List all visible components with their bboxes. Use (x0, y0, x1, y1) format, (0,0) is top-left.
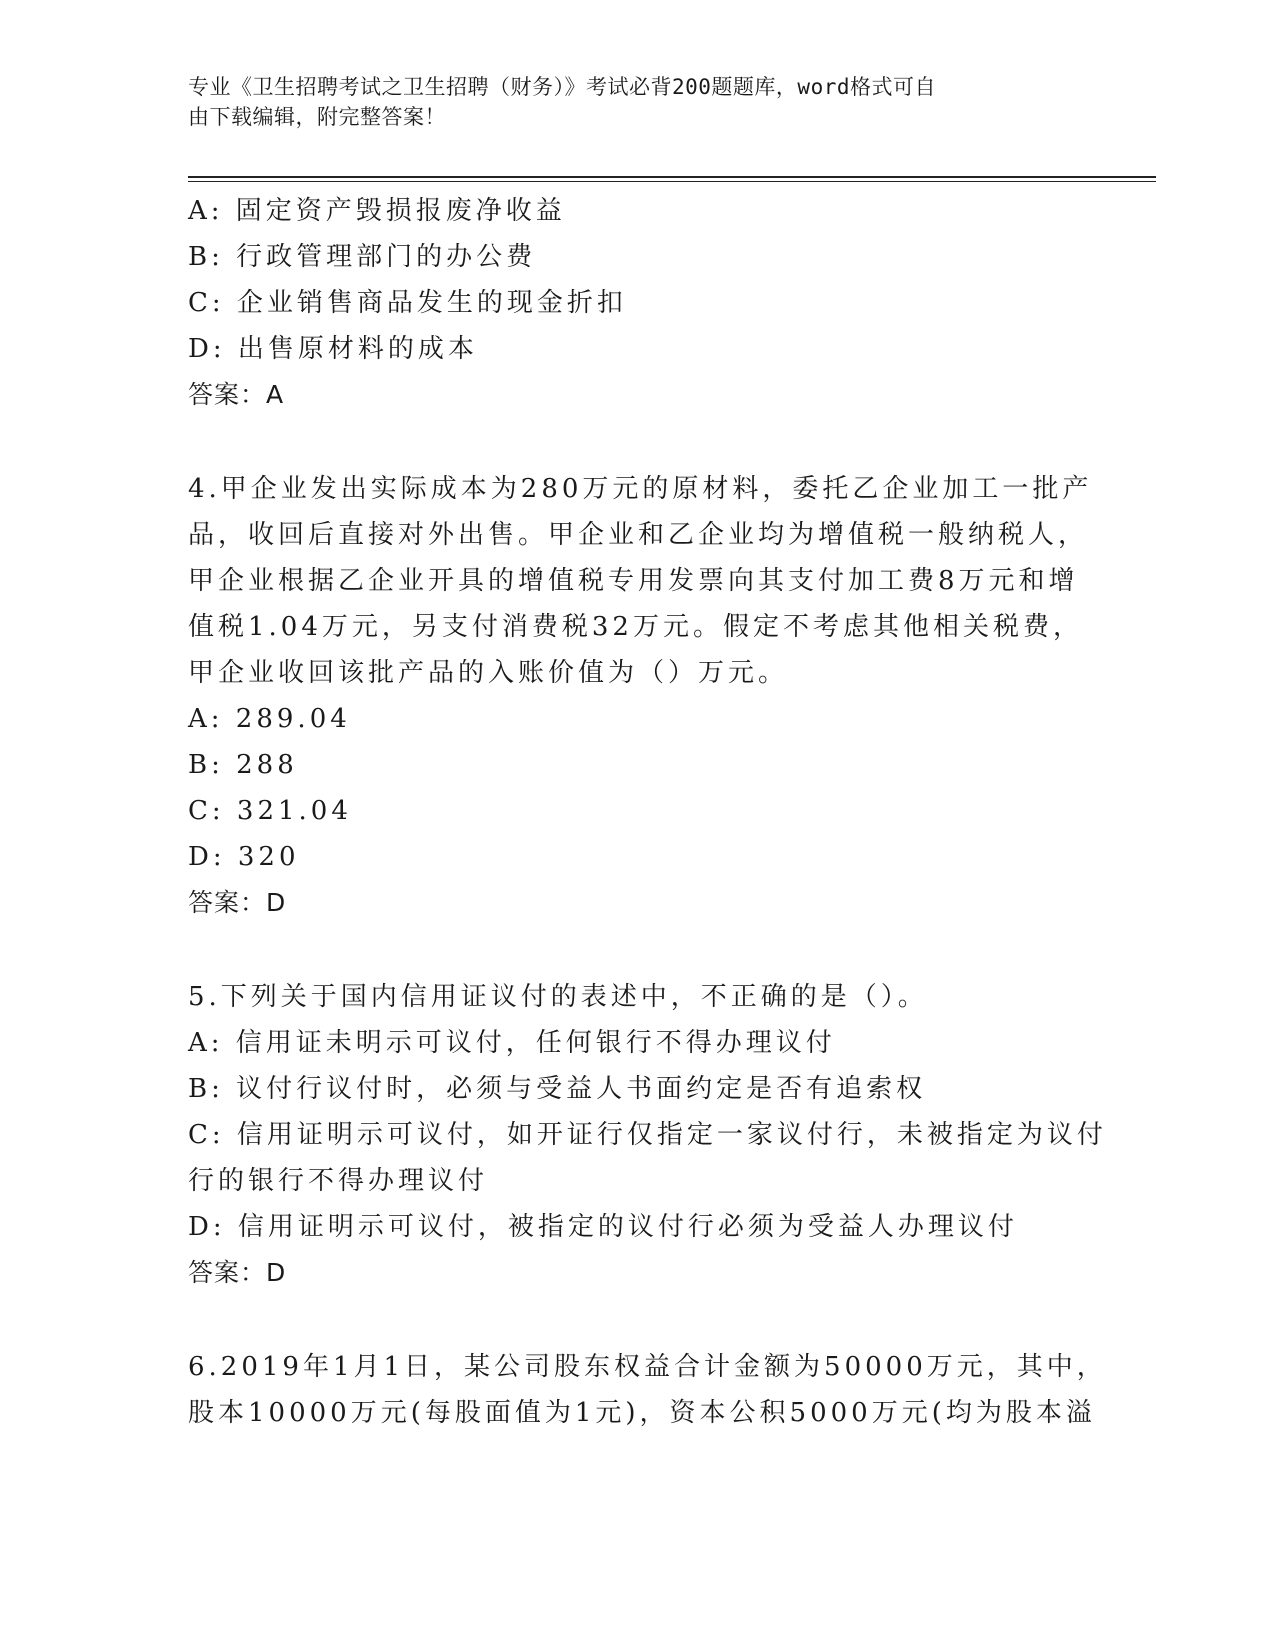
option-c-continued: 行的银行不得办理议付 (188, 1166, 489, 1196)
header-line-2: 由下载编辑，附完整答案！ (188, 105, 446, 129)
header-divider-thick (188, 176, 1156, 178)
option-b: B: 议付行议付时，必须与受益人书面约定是否有追索权 (188, 1074, 927, 1104)
header-divider-thin (188, 181, 1156, 182)
option-c: C: 321.04 (188, 796, 352, 826)
option-d: D: 信用证明示可议付，被指定的议付行必须为受益人办理议付 (188, 1212, 1018, 1242)
question-4 (188, 466, 1093, 926)
option-a: A: 信用证未明示可议付，任何银行不得办理议付 (188, 1028, 836, 1058)
option-d: D: 320 (188, 842, 300, 872)
question-5 (188, 974, 1107, 1296)
question-stem-line: 股本10000万元(每股面值为1元)，资本公积5000万元(均为股本溢 (188, 1398, 1096, 1428)
question-list (188, 188, 1107, 1436)
option-c: C: 企业销售商品发生的现金折扣 (188, 288, 627, 318)
question-stem-line: 值税1.04万元，另支付消费税32万元。假定不考虑其他相关税费， (188, 612, 1083, 642)
question-stem-line: 6.2019年1月1日，某公司股东权益合计金额为50000万元，其中， (188, 1352, 1107, 1382)
question-stem-line: 甲企业收回该批产品的入账价值为（）万元。 (188, 658, 789, 688)
question-stem-line: 甲企业根据乙企业开具的增值税专用发票向其支付加工费8万元和增 (188, 566, 1079, 596)
header-line-1: 专业《卫生招聘考试之卫生招聘（财务）》考试必背200题题库，word格式可自 (188, 75, 936, 99)
question-6 (188, 1344, 1107, 1436)
document-header (188, 72, 1068, 132)
spacer (188, 1296, 1088, 1344)
option-a: A: 289.04 (188, 704, 351, 734)
answer-label: 答案：D (188, 1258, 287, 1287)
question-stem-line: 5.下列关于国内信用证议付的表述中，不正确的是（）。 (188, 982, 928, 1012)
spacer (188, 926, 1088, 974)
question-stem-line: 品，收回后直接对外出售。甲企业和乙企业均为增值税一般纳税人， (188, 520, 1089, 550)
option-c: C: 信用证明示可议付，如开证行仅指定一家议付行，未被指定为议付 (188, 1120, 1107, 1150)
spacer (188, 418, 1088, 466)
question-stem-line: 4.甲企业发出实际成本为280万元的原材料，委托乙企业加工一批产 (188, 474, 1093, 504)
answer-label: 答案：D (188, 888, 287, 917)
answer-label: 答案：A (188, 380, 285, 409)
question-3 (188, 188, 1088, 418)
option-b: B: 288 (188, 750, 298, 780)
option-b: B: 行政管理部门的办公费 (188, 242, 537, 272)
option-a: A: 固定资产毁损报废净收益 (188, 196, 566, 226)
option-d: D: 出售原材料的成本 (188, 334, 478, 364)
